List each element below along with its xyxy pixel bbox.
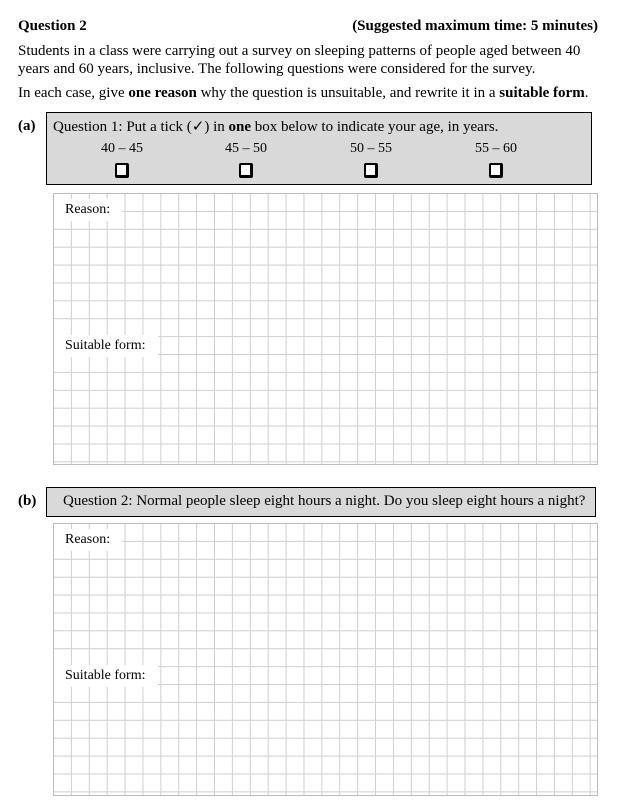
question-1-box: [46, 112, 592, 185]
reason-label: Reason:: [54, 529, 122, 551]
part-a-label: (a): [18, 118, 36, 134]
instruction-bold-reason: one reason: [128, 85, 197, 101]
instruction-bold-form: suitable form: [499, 85, 585, 101]
question-1-text: [53, 117, 498, 136]
instruction-text-pre: In each case, give: [18, 85, 129, 101]
age-checkbox[interactable]: [489, 163, 503, 178]
answer-grid-b[interactable]: [53, 523, 598, 796]
question-2-text: Question 2: Normal people sleep eight hours a night. Do you sleep eight hours a night?: [63, 493, 586, 509]
question-1-bold-one: one: [228, 119, 251, 135]
age-checkbox[interactable]: [115, 163, 129, 178]
tick-symbol: ✓: [191, 119, 205, 135]
answer-grid-a[interactable]: [53, 193, 598, 465]
age-option-label: 55 – 60: [475, 141, 517, 156]
suitable-form-label: Suitable form:: [54, 665, 158, 687]
question-2-box: [46, 487, 596, 517]
suitable-form-label: Suitable form:: [54, 335, 158, 357]
question-1-text-mid: ) in: [204, 119, 229, 135]
age-option-label: 40 – 45: [101, 141, 143, 156]
age-option-label: 50 – 55: [350, 141, 392, 156]
intro-paragraph: Students in a class were carrying out a survey on sleeping patterns of people aged between 40 years and 60 years, inclusive. The following questions were considered for the survey.: [18, 43, 581, 77]
part-b-label: (b): [18, 493, 37, 509]
age-option-label: 45 – 50: [225, 141, 267, 156]
age-checkbox[interactable]: [239, 163, 253, 178]
age-checkbox[interactable]: [364, 163, 378, 178]
reason-label: Reason:: [54, 199, 122, 221]
question-1-text-pre: Question 1: Put a tick (: [53, 119, 192, 135]
instruction-text-mid: why the question is unsuitable, and rewrite it in a: [196, 85, 500, 101]
suggested-time: (Suggested maximum time: 5 minutes): [352, 18, 598, 34]
question-1-text-post: box below to indicate your age, in years.: [251, 119, 499, 135]
instruction-paragraph: [18, 84, 608, 102]
question-title: Question 2: [18, 18, 87, 34]
instruction-text-post: .: [584, 85, 589, 101]
